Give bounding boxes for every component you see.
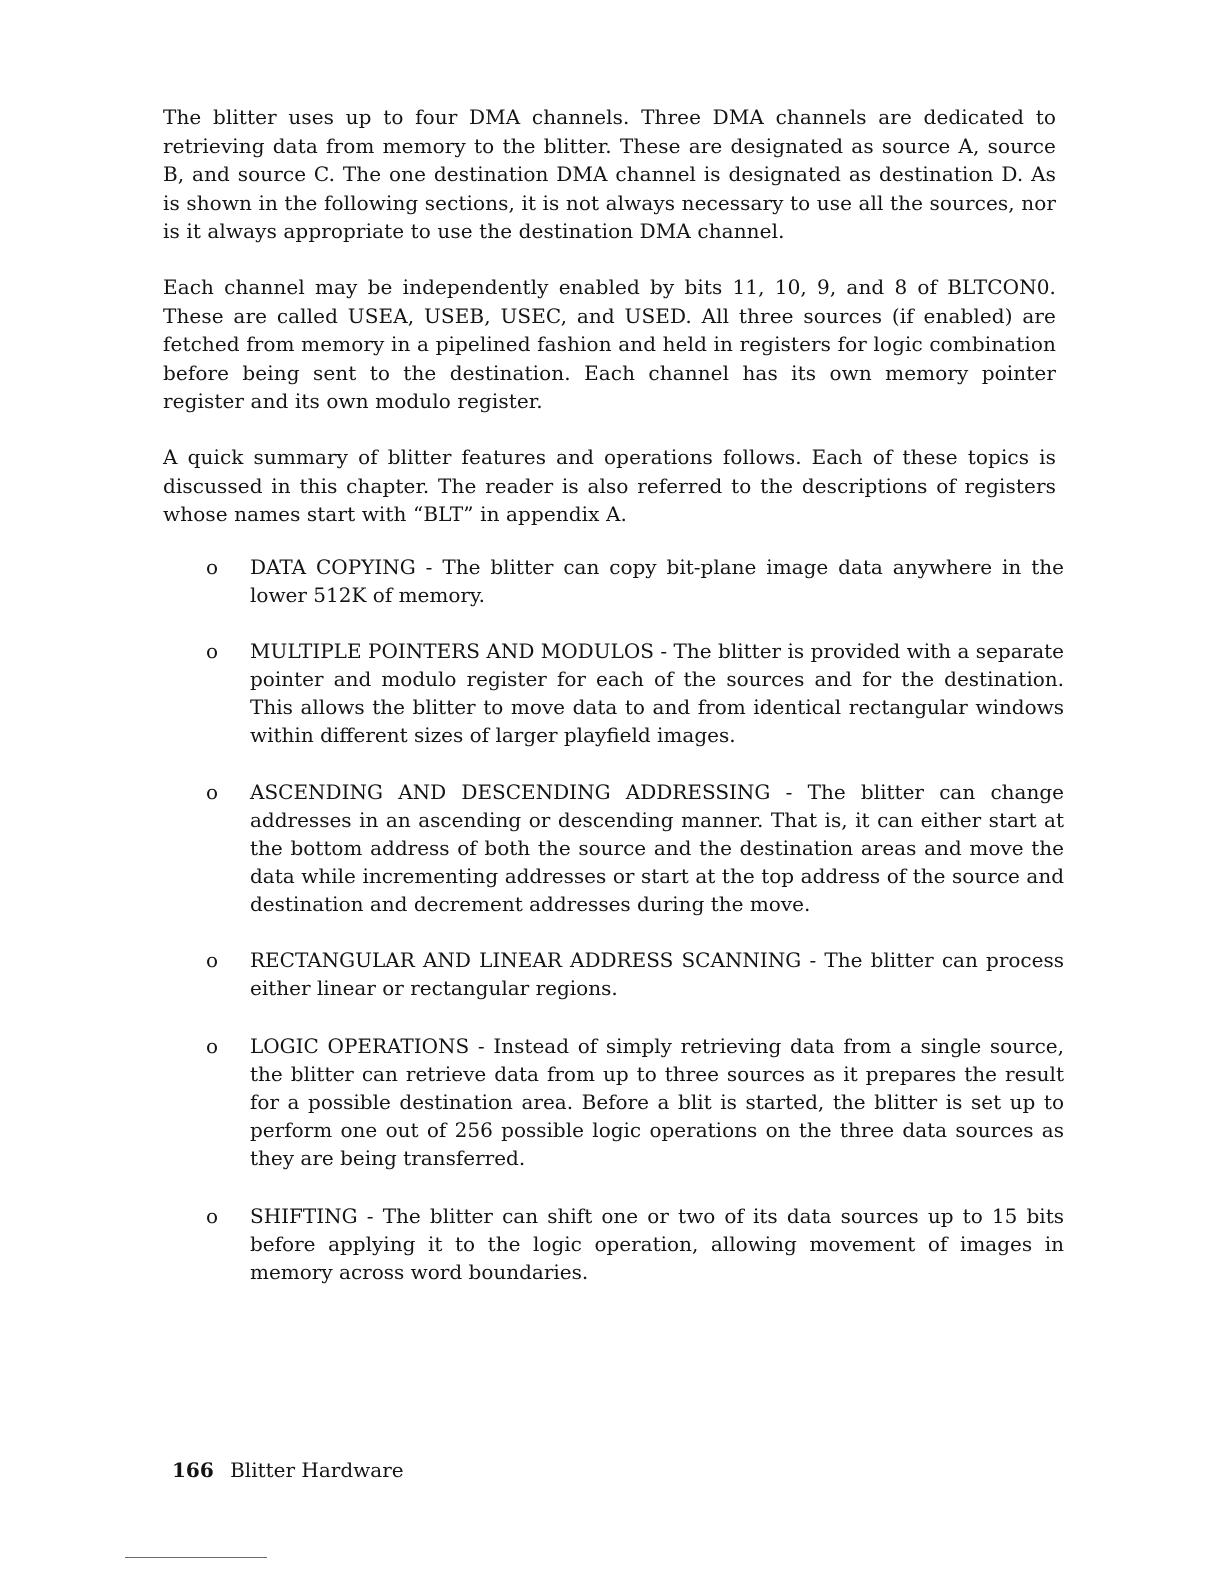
list-item <box>200 553 1064 609</box>
page-number: 166 <box>172 1458 214 1482</box>
list-item <box>200 637 1064 749</box>
feature-logic-operations: LOGIC OPERATIONS - Instead of simply retrieving data from a single source, the blitter can retrieve data from up to three sources as it prepares the result for a possible destination area. Before a blit is started, the blitter is set up to perform one out of 256 possible logic operations on the three data sources as they are being transferred. <box>250 1034 1064 1170</box>
feature-addressing: ASCENDING AND DESCENDING ADDRESSING - The blitter can change addresses in an ascending or descending manner. That is, it can either start at the bottom address of both the source and the destination areas and move the data while incrementing addresses or start at the top address of the source and destination and decrement addresses during the move. <box>250 780 1064 916</box>
feature-address-scanning: RECTANGULAR AND LINEAR ADDRESS SCANNING - The blitter can process either linear or rectangular regions. <box>250 948 1064 1000</box>
bullet-marker: o <box>206 1034 219 1058</box>
bullet-marker: o <box>206 780 219 804</box>
list-item <box>200 1202 1064 1286</box>
paragraph-channel-enable: Each channel may be independently enabled by bits 11, 10, 9, and 8 of BLTCON0. These are called USEA, USEB, USEC, and USED. All three sources (if enabled) are fetched from memory in a pipelined fashion and held in registers for logic combination before being sent to the destination. Each channel has its own memory pointer register and its own modulo register. <box>163 275 1056 413</box>
list-item <box>200 946 1064 1002</box>
footer-divider <box>125 1557 267 1558</box>
paragraph-summary-intro: A quick summary of blitter features and operations follows. Each of these topics is discussed in this chapter. The reader is also referred to the descriptions of registers whose names start with “BLT” in appendix A. <box>163 445 1056 526</box>
list-item <box>200 1032 1064 1172</box>
feature-multiple-pointers: MULTIPLE POINTERS AND MODULOS - The blitter is provided with a separate pointer and modulo register for each of the sources and for the destination. This allows the blitter to move data to and from identical rectangular windows within different sizes of larger playfield images. <box>250 639 1064 747</box>
section-title: Blitter Hardware <box>230 1458 404 1482</box>
paragraph-dma-channels: The blitter uses up to four DMA channels. Three DMA channels are dedicated to retrieving data from memory to the blitter. These are designated as source A, source B, and source C. The one destination DMA channel is designated as destination D. As is shown in the following sections, it is not always necessary to use all the sources, nor is it always appropriate to use the destination DMA channel. <box>163 105 1056 243</box>
list-item <box>200 778 1064 918</box>
feature-shifting: SHIFTING - The blitter can shift one or two of its data sources up to 15 bits before applying it to the logic operation, allowing movement of images in memory across word boundaries. <box>250 1204 1064 1284</box>
feature-data-copying: DATA COPYING - The blitter can copy bit-plane image data anywhere in the lower 512K of memory. <box>250 555 1064 607</box>
page-footer <box>172 1456 404 1484</box>
bullet-marker: o <box>206 1204 219 1228</box>
bullet-marker: o <box>206 639 219 663</box>
bullet-marker: o <box>206 948 219 972</box>
bullet-marker: o <box>206 555 219 579</box>
